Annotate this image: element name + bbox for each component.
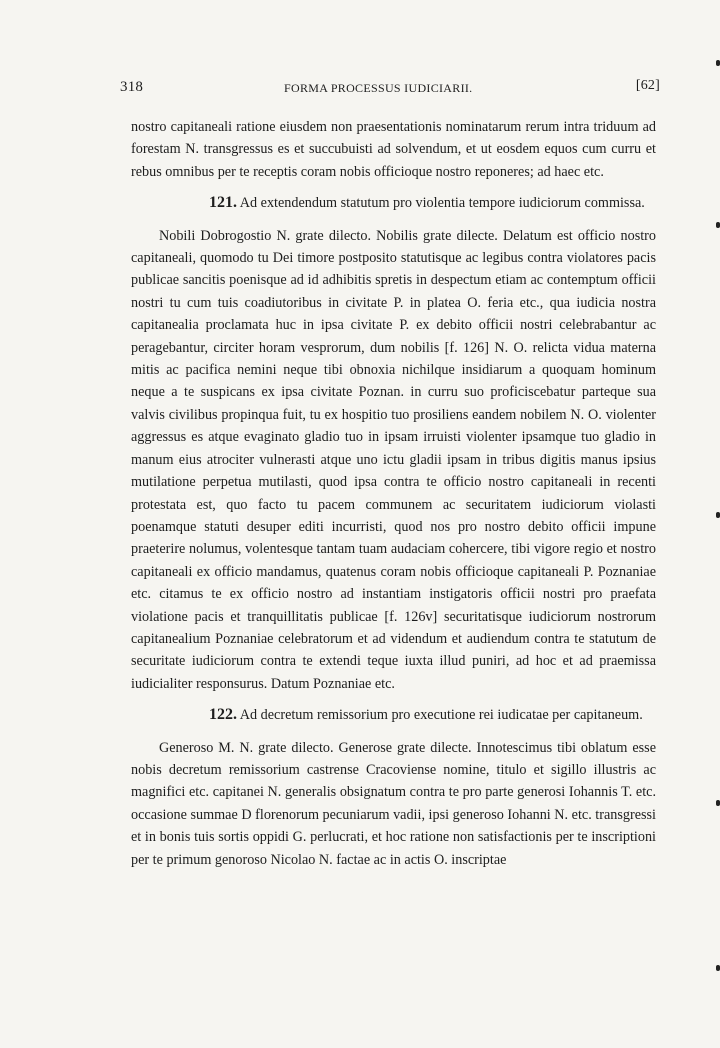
scan-edge-mark	[716, 512, 720, 518]
page-number: 318	[120, 79, 144, 95]
page-header	[120, 72, 660, 100]
paragraph: Generoso M. N. grate dilecto. Generose grate dilecte. Innotescimus tibi oblatum esse nobis decretum remissorium castrense Cracoviense nomine, titulo et sigillo illustris ac magnifici etc. capitanei N. generalis obsignatum contra te pro parte generosi Iohannis T. etc. occasione summae D florenorum pecuniarum vadii, ipsi generoso Iohanni N. etc. transgressi et in bonis tuis sortis oppidi G. perlucrati, et hoc ratione non satisfactionis per te inscriptioni per te primum genoroso Nicolao N. factae ac in actis O. inscriptae	[131, 739, 656, 868]
page-body	[131, 116, 656, 871]
scan-edge-mark	[716, 965, 720, 971]
scan-edge-mark	[716, 800, 720, 806]
paragraph: Nobili Dobrogostio N. grate dilecto. Nobilis grate dilecte. Delatum est officio nostro capitaneali, quomodo tu Dei timore postposito statutisque ac legibus contra violatores pacis publicae sancitis poenisque ad id adhibitis spretis in despectum etiam ac contemptum officii nostri tu cum tuis coadiutoribus in civitate P. in platea O. feria etc., qua iudicia nostra capitanealia proclamata huc in ipsa civitate P. ex debito officii nostri celebrabantur ac peragebantur, circiter horam vesprorum, dum nobilis [f. 126] N. O. relicta vidua materna mitis ac pacifica nemini neque tibi obnoxia nichilque insidiarum a quoquam hominum neque a te suspicans ex ipsa civitate Poznan. in curru suo proficiscebatur parteque sua valvis civilibus propinqua fuit, tu ex hospitio tuo prosiliens eandem nobilem N. O. violenter aggressus es atque evaginato gladio tuo in ipsam irruisti violenter ipsamque tuo gladio in manum eius atrociter vulnerasti atque uno ictu gladii ipsam in tribus digitis manus ipsius mutilatione perpetua mutilasti, quod ipsa contra te officio nostro capitaneali in recenti protestata est, quo facto tu pacem communem ac securitatem iudiciorum violasti poenamque statuti desuper editi incurristi, quod nos pro nostro debito officii impune praeterire nolumus, volentesque tantam tuam audaciam cohercere, tibi vigore regio et nostro capitaneali ex officio mandamus, quatenus coram nobis officioque capitaneali P. Poznaniae etc. citamus te ex officio nostro ad instantiam instigatoris officii nostri pro praefata violatione pacis et tranquillitatis publicae [f. 126v] securitatisque iudiciorum nostrorum capitanealium Poznaniae celebratorum et ad videndum et audiendum contra te statutum de securitate iudiciorum contra te extendi teque iuxta illud puniri, ad hoc et ad praemissa iudicialiter responsurus. Datum Poznaniae etc.	[131, 227, 656, 692]
section-number: 122.	[209, 706, 237, 724]
running-title: FORMA PROCESSUS IUDICIARII.	[284, 81, 473, 95]
folio-number: [62]	[635, 78, 660, 93]
scan-edge-mark	[716, 222, 720, 228]
paragraph: nostro capitaneali ratione eiusdem non praesentationis nominatarum rerum intra triduum ad forestam N. transgressus es et succubuisti ad solvendum, et ut eosdem equos cum curru et rebus omnibus per te receptis coram nobis officioque nostro reponeres; ad haec etc.	[131, 119, 656, 180]
section-heading	[131, 192, 656, 214]
section-title: Ad decretum remissorium pro executione rei iudicatae per capitaneum.	[239, 707, 643, 724]
section-number: 121.	[209, 194, 237, 212]
book-page	[120, 72, 660, 871]
section-title: Ad extendendum statutum pro violentia tempore iudiciorum commissa.	[239, 195, 645, 212]
scan-edge-mark	[716, 60, 720, 66]
section-heading	[131, 704, 656, 726]
